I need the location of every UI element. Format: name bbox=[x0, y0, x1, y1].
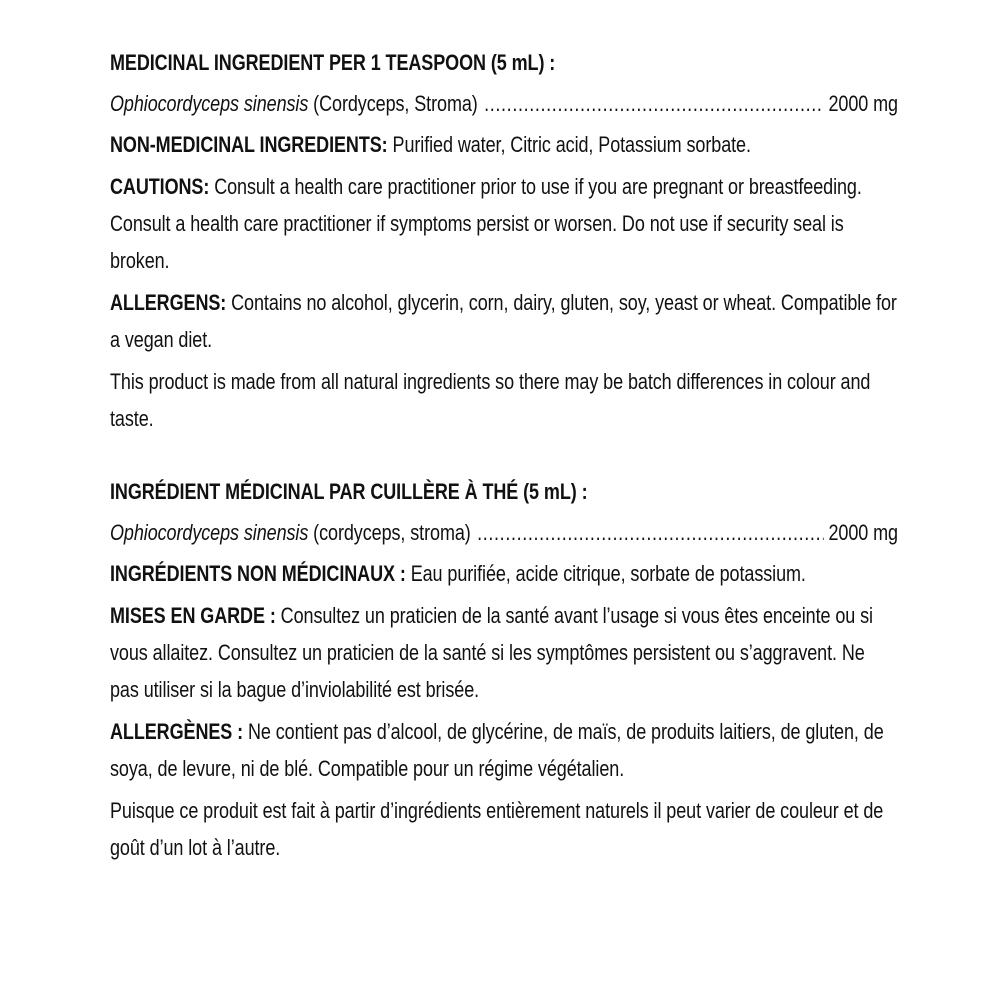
ingredient-amount-fr: 2000 mg bbox=[828, 520, 898, 545]
allergens-label: ALLERGENS: bbox=[110, 290, 227, 315]
medicinal-ingredient-heading-fr-text: INGRÉDIENT MÉDICINAL PAR CUILLÈRE À THÉ (5 mL) : bbox=[110, 479, 588, 504]
allergens-text-fr: Ne contient pas d’alcool, de glycérine, de maïs, de produits laitiers, de gluten, de soya, de levure, ni de blé. Compatible pour un régime végétalien. bbox=[110, 719, 884, 781]
cautions-fr bbox=[110, 597, 898, 708]
medicinal-ingredient-row-fr bbox=[110, 514, 898, 551]
label-text bbox=[110, 44, 898, 866]
non-medicinal-label: NON-MEDICINAL INGREDIENTS: bbox=[110, 132, 388, 157]
allergens-fr bbox=[110, 713, 898, 787]
medicinal-ingredient-heading bbox=[110, 44, 898, 81]
french-section bbox=[110, 473, 898, 866]
dot-leader-fr bbox=[477, 514, 824, 551]
non-medicinal-text-fr: Eau purifiée, acide citrique, sorbate de potassium. bbox=[405, 561, 806, 586]
medicinal-ingredient-row bbox=[110, 85, 898, 122]
cautions-text-fr: Consultez un praticien de la santé avant l’usage si vous êtes enceinte ou si vous allaitez. Consultez un praticien de la santé si les symptômes persistent ou s’aggravent. Ne pas utiliser si la bague d’inviolabilité est brisée. bbox=[110, 603, 873, 702]
non-medicinal-label-fr: INGRÉDIENTS NON MÉDICINAUX : bbox=[110, 561, 406, 586]
medicinal-ingredient-heading-text: MEDICINAL INGREDIENT PER 1 TEASPOON (5 mL) : bbox=[110, 50, 556, 75]
english-section bbox=[110, 44, 898, 437]
ingredient-common-name: (Cordyceps, Stroma) bbox=[308, 91, 478, 116]
non-medicinal-ingredients-fr bbox=[110, 555, 898, 592]
allergens-text: Contains no alcohol, glycerin, corn, dairy, gluten, soy, yeast or wheat. Compatible for a vegan diet. bbox=[110, 290, 897, 352]
cautions-label-fr: MISES EN GARDE : bbox=[110, 603, 276, 628]
non-medicinal-text: Purified water, Citric acid, Potassium sorbate. bbox=[387, 132, 751, 157]
natural-ingredients-note-fr: Puisque ce produit est fait à partir d’ingrédients entièrement naturels il peut varier de couleur et de goût d’un lot à l’autre. bbox=[110, 798, 884, 860]
cautions-label: CAUTIONS: bbox=[110, 174, 210, 199]
ingredient-common-name-fr: (cordyceps, stroma) bbox=[308, 520, 471, 545]
cautions-text: Consult a health care practitioner prior to use if you are pregnant or breastfeeding. Consult a health care practitioner if symptoms persist or worsen. Do not use if security seal is broken. bbox=[110, 174, 862, 273]
allergens-label-fr: ALLERGÈNES : bbox=[110, 719, 244, 744]
ingredient-latin-name-fr: Ophiocordyceps sinensis bbox=[110, 520, 309, 545]
dot-leader bbox=[484, 85, 824, 122]
natural-ingredients-note: This product is made from all natural ingredients so there may be batch differences in colour and taste. bbox=[110, 369, 871, 431]
ingredient-name bbox=[110, 85, 478, 122]
ingredient-latin-name: Ophiocordyceps sinensis bbox=[110, 91, 309, 116]
ingredient-name-fr bbox=[110, 514, 471, 551]
cautions bbox=[110, 168, 898, 279]
medicinal-ingredient-heading-fr bbox=[110, 473, 898, 510]
ingredient-amount: 2000 mg bbox=[828, 91, 898, 116]
non-medicinal-ingredients bbox=[110, 126, 898, 163]
allergens bbox=[110, 284, 898, 358]
